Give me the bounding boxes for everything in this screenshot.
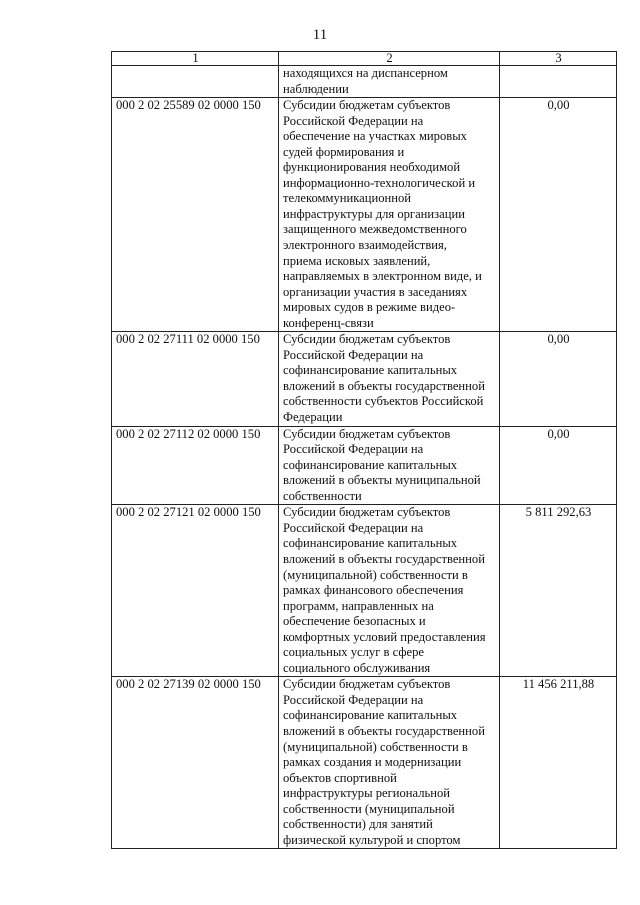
revenue-code-cell: 000 2 02 27112 02 0000 150 — [112, 426, 279, 505]
revenue-name-cell — [279, 66, 500, 98]
revenue-name-line: собственности (муниципальной — [283, 801, 455, 816]
revenue-name-line: (муниципальной) собственности в — [283, 567, 468, 582]
revenue-name-cell — [279, 332, 500, 426]
amount-cell: 11 456 211,88 — [500, 677, 617, 849]
revenue-name-line: софинансирование капитальных — [283, 457, 458, 472]
amount-cell: 0,00 — [500, 332, 617, 426]
revenue-name-line: софинансирование капитальных — [283, 363, 458, 378]
table-row — [112, 426, 617, 505]
revenue-name-line: Федерации — [283, 410, 343, 425]
column-header-1: 1 — [112, 52, 279, 66]
revenue-name-line: социальных услуг в сфере — [283, 645, 424, 660]
revenue-name-line: информационно-технологической и — [283, 175, 476, 190]
revenue-name-line: собственности) для занятий — [283, 817, 433, 832]
revenue-name-line: социального обслуживания — [283, 660, 431, 675]
table-body — [112, 66, 617, 849]
revenue-name-line: Российской Федерации на — [283, 520, 424, 535]
revenue-name-line: вложений в объекты муниципальной — [283, 473, 481, 488]
revenue-name-line: вложений в объекты государственной — [283, 723, 485, 738]
budget-revenue-table — [111, 51, 617, 849]
revenue-name-line: Субсидии бюджетам субъектов — [283, 505, 451, 520]
page-number: 11 — [312, 27, 328, 43]
amount-cell — [500, 66, 617, 98]
revenue-name-line: находящихся на диспансерном — [283, 66, 448, 80]
column-header-2: 2 — [279, 52, 500, 66]
revenue-name-line: Российской Федерации на — [283, 347, 424, 362]
revenue-name-line: конференц-связи — [283, 315, 374, 330]
revenue-name-line: направляемых в электронном виде, и — [283, 269, 482, 284]
revenue-name-line: приема исковых заявлений, — [283, 253, 431, 268]
revenue-name-line: софинансирование капитальных — [283, 536, 458, 551]
revenue-code-cell: 000 2 02 27111 02 0000 150 — [112, 332, 279, 426]
revenue-name-line: вложений в объекты государственной — [283, 378, 485, 393]
revenue-name-line: инфраструктуры региональной — [283, 786, 451, 801]
revenue-name-cell — [279, 677, 500, 849]
revenue-name-line: мировых судов в режиме видео- — [283, 300, 456, 315]
revenue-name-line: Российской Федерации на — [283, 113, 424, 128]
revenue-name-line: Российской Федерации на — [283, 692, 424, 707]
amount-cell: 0,00 — [500, 426, 617, 505]
revenue-name-line: электронного взаимодействия, — [283, 238, 447, 253]
amount-cell: 0,00 — [500, 98, 617, 332]
revenue-name-line: софинансирование капитальных — [283, 708, 458, 723]
revenue-name-line: функционирования необходимой — [283, 160, 461, 175]
table-row — [112, 505, 617, 677]
table-row — [112, 98, 617, 332]
revenue-name-line: рамках создания и модернизации — [283, 755, 462, 770]
table-row — [112, 332, 617, 426]
header-row — [112, 52, 617, 66]
revenue-name-line: телекоммуникационной — [283, 191, 412, 206]
revenue-name-line: программ, направленных на — [283, 598, 434, 613]
revenue-name-line: Российской Федерации на — [283, 442, 424, 457]
revenue-name-line: вложений в объекты государственной — [283, 551, 485, 566]
revenue-name-line: объектов спортивной — [283, 770, 397, 785]
table-header — [112, 52, 617, 66]
revenue-name-line: физической культурой и спортом — [283, 832, 461, 847]
revenue-name-line: собственности — [283, 488, 362, 503]
revenue-name-line: инфраструктуры для организации — [283, 206, 465, 221]
revenue-name-cell — [279, 426, 500, 505]
revenue-name-line: организации участия в заседаниях — [283, 284, 468, 299]
revenue-name-cell — [279, 98, 500, 332]
revenue-name-line: обеспечение безопасных и — [283, 614, 426, 629]
revenue-name-line: (муниципальной) собственности в — [283, 739, 468, 754]
table-row — [112, 677, 617, 849]
revenue-name-line: собственности субъектов Российской — [283, 394, 484, 409]
amount-cell: 5 811 292,63 — [500, 505, 617, 677]
revenue-name-line: Субсидии бюджетам субъектов — [283, 332, 451, 347]
revenue-name-line: рамках финансового обеспечения — [283, 583, 464, 598]
column-header-3: 3 — [500, 52, 617, 66]
revenue-name-line: наблюдении — [283, 81, 349, 96]
revenue-name-cell — [279, 505, 500, 677]
revenue-name-line: защищенного межведомственного — [283, 222, 467, 237]
revenue-code-cell: 000 2 02 27139 02 0000 150 — [112, 677, 279, 849]
revenue-name-line: обеспечение на участках мировых — [283, 129, 467, 144]
revenue-name-line: Субсидии бюджетам субъектов — [283, 98, 451, 113]
table-row — [112, 66, 617, 98]
revenue-name-line: судей формирования и — [283, 144, 405, 159]
revenue-name-line: Субсидии бюджетам субъектов — [283, 426, 451, 441]
revenue-name-line: комфортных условий предоставления — [283, 629, 486, 644]
revenue-code-cell: 000 2 02 25589 02 0000 150 — [112, 98, 279, 332]
revenue-code-cell — [112, 66, 279, 98]
revenue-name-line: Субсидии бюджетам субъектов — [283, 677, 451, 692]
revenue-code-cell: 000 2 02 27121 02 0000 150 — [112, 505, 279, 677]
